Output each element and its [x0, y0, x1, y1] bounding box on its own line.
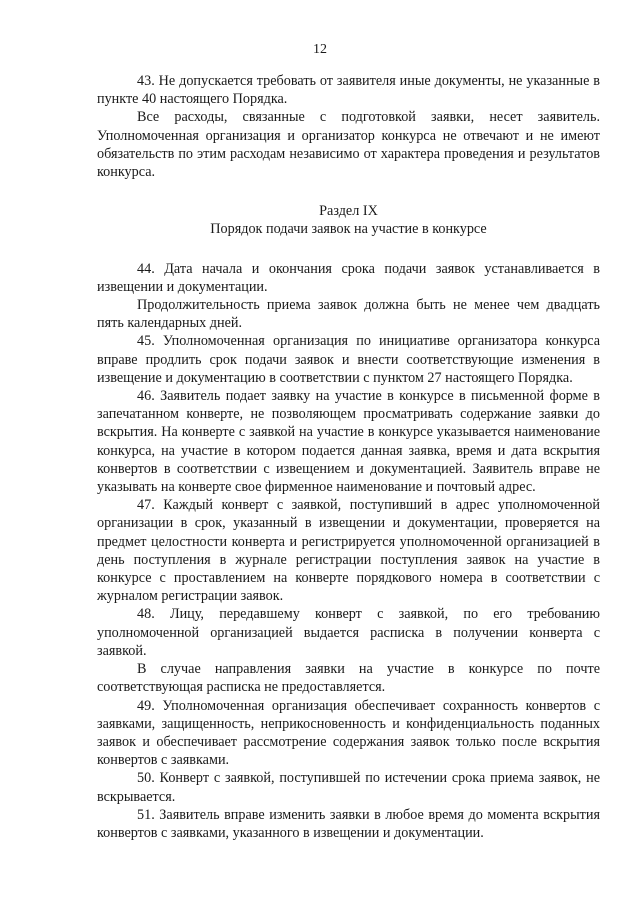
paragraph-46: 46. Заявитель подает заявку на участие в конкурсе в письменной форме в запечатанном конверте, не позволяющем просматривать содержание заявки до вскрытия. На конверте с заявкой на участие в конкурсе указывается наименование конкурса, на участие в котором подается данная заявка, время и дата вскрытия конвертов в соответствии с извещением и документацией. Заявитель вправе не указывать на конверте свое фирменное наименование и почтовый адрес. [97, 388, 600, 496]
paragraph-49: 49. Уполномоченная организация обеспечивает сохранность конвертов с заявками, защищенность, неприкосновенность и конфиденциальность поданных заявок и обеспечивает рассмотрение содержания заявок только после вскрытия конвертов с заявками. [97, 697, 600, 769]
paragraph-50: 50. Конверт с заявкой, поступившей по истечении срока приема заявок, не вскрывается. [97, 770, 600, 805]
section-heading [97, 202, 600, 238]
paragraph-44-duration: Продолжительность приема заявок должна быть не менее чем двадцать пять календарных дней. [97, 297, 600, 332]
paragraph-45: 45. Уполномоченная организация по инициативе организатора конкурса вправе продлить срок подачи заявок и внести соответствующие изменения в извещение и документацию в соответствии с пунктом 27 настоящего Порядка. [97, 333, 600, 386]
paragraph-51: 51. Заявитель вправе изменить заявки в любое время до момента вскрытия конвертов с заявками, указанного в извещении и документации. [97, 806, 600, 841]
paragraph-48: 48. Лицу, передавшему конверт с заявкой, по его требованию уполномоченной организацией выдается расписка в получении конверта с заявкой. [97, 606, 600, 659]
paragraph-44: 44. Дата начала и окончания срока подачи заявок устанавливается в извещении и документации. [97, 260, 600, 295]
paragraph-43: 43. Не допускается требовать от заявителя иные документы, не указанные в пункте 40 настоящего Порядка. [97, 73, 600, 108]
paragraph-43-expenses: Все расходы, связанные с подготовкой заявки, несет заявитель. Уполномоченная организация и организатор конкурса не отвечают и не имеют обязательств по этим расходам независимо от характера проведения и результатов конкурса. [97, 109, 600, 181]
paragraph-48-postal: В случае направления заявки на участие в конкурсе по почте соответствующая расписка не предоставляется. [97, 661, 600, 696]
document-body [97, 72, 600, 842]
paragraph-47: 47. Каждый конверт с заявкой, поступивший в адрес уполномоченной организации в срок, указанный в извещении и документации, проверяется на предмет целостности конверта и регистрируется уполномоченной организацией в день поступления в журнале регистрации поступления заявок на участие в конкурсе с проставлением на конверте порядкового номера в соответствии с журналом регистрации заявок. [97, 497, 600, 605]
section-label: Раздел IX [319, 203, 378, 220]
page-number: 12 [313, 42, 327, 57]
section-title: Порядок подачи заявок на участие в конкурсе [210, 221, 487, 238]
